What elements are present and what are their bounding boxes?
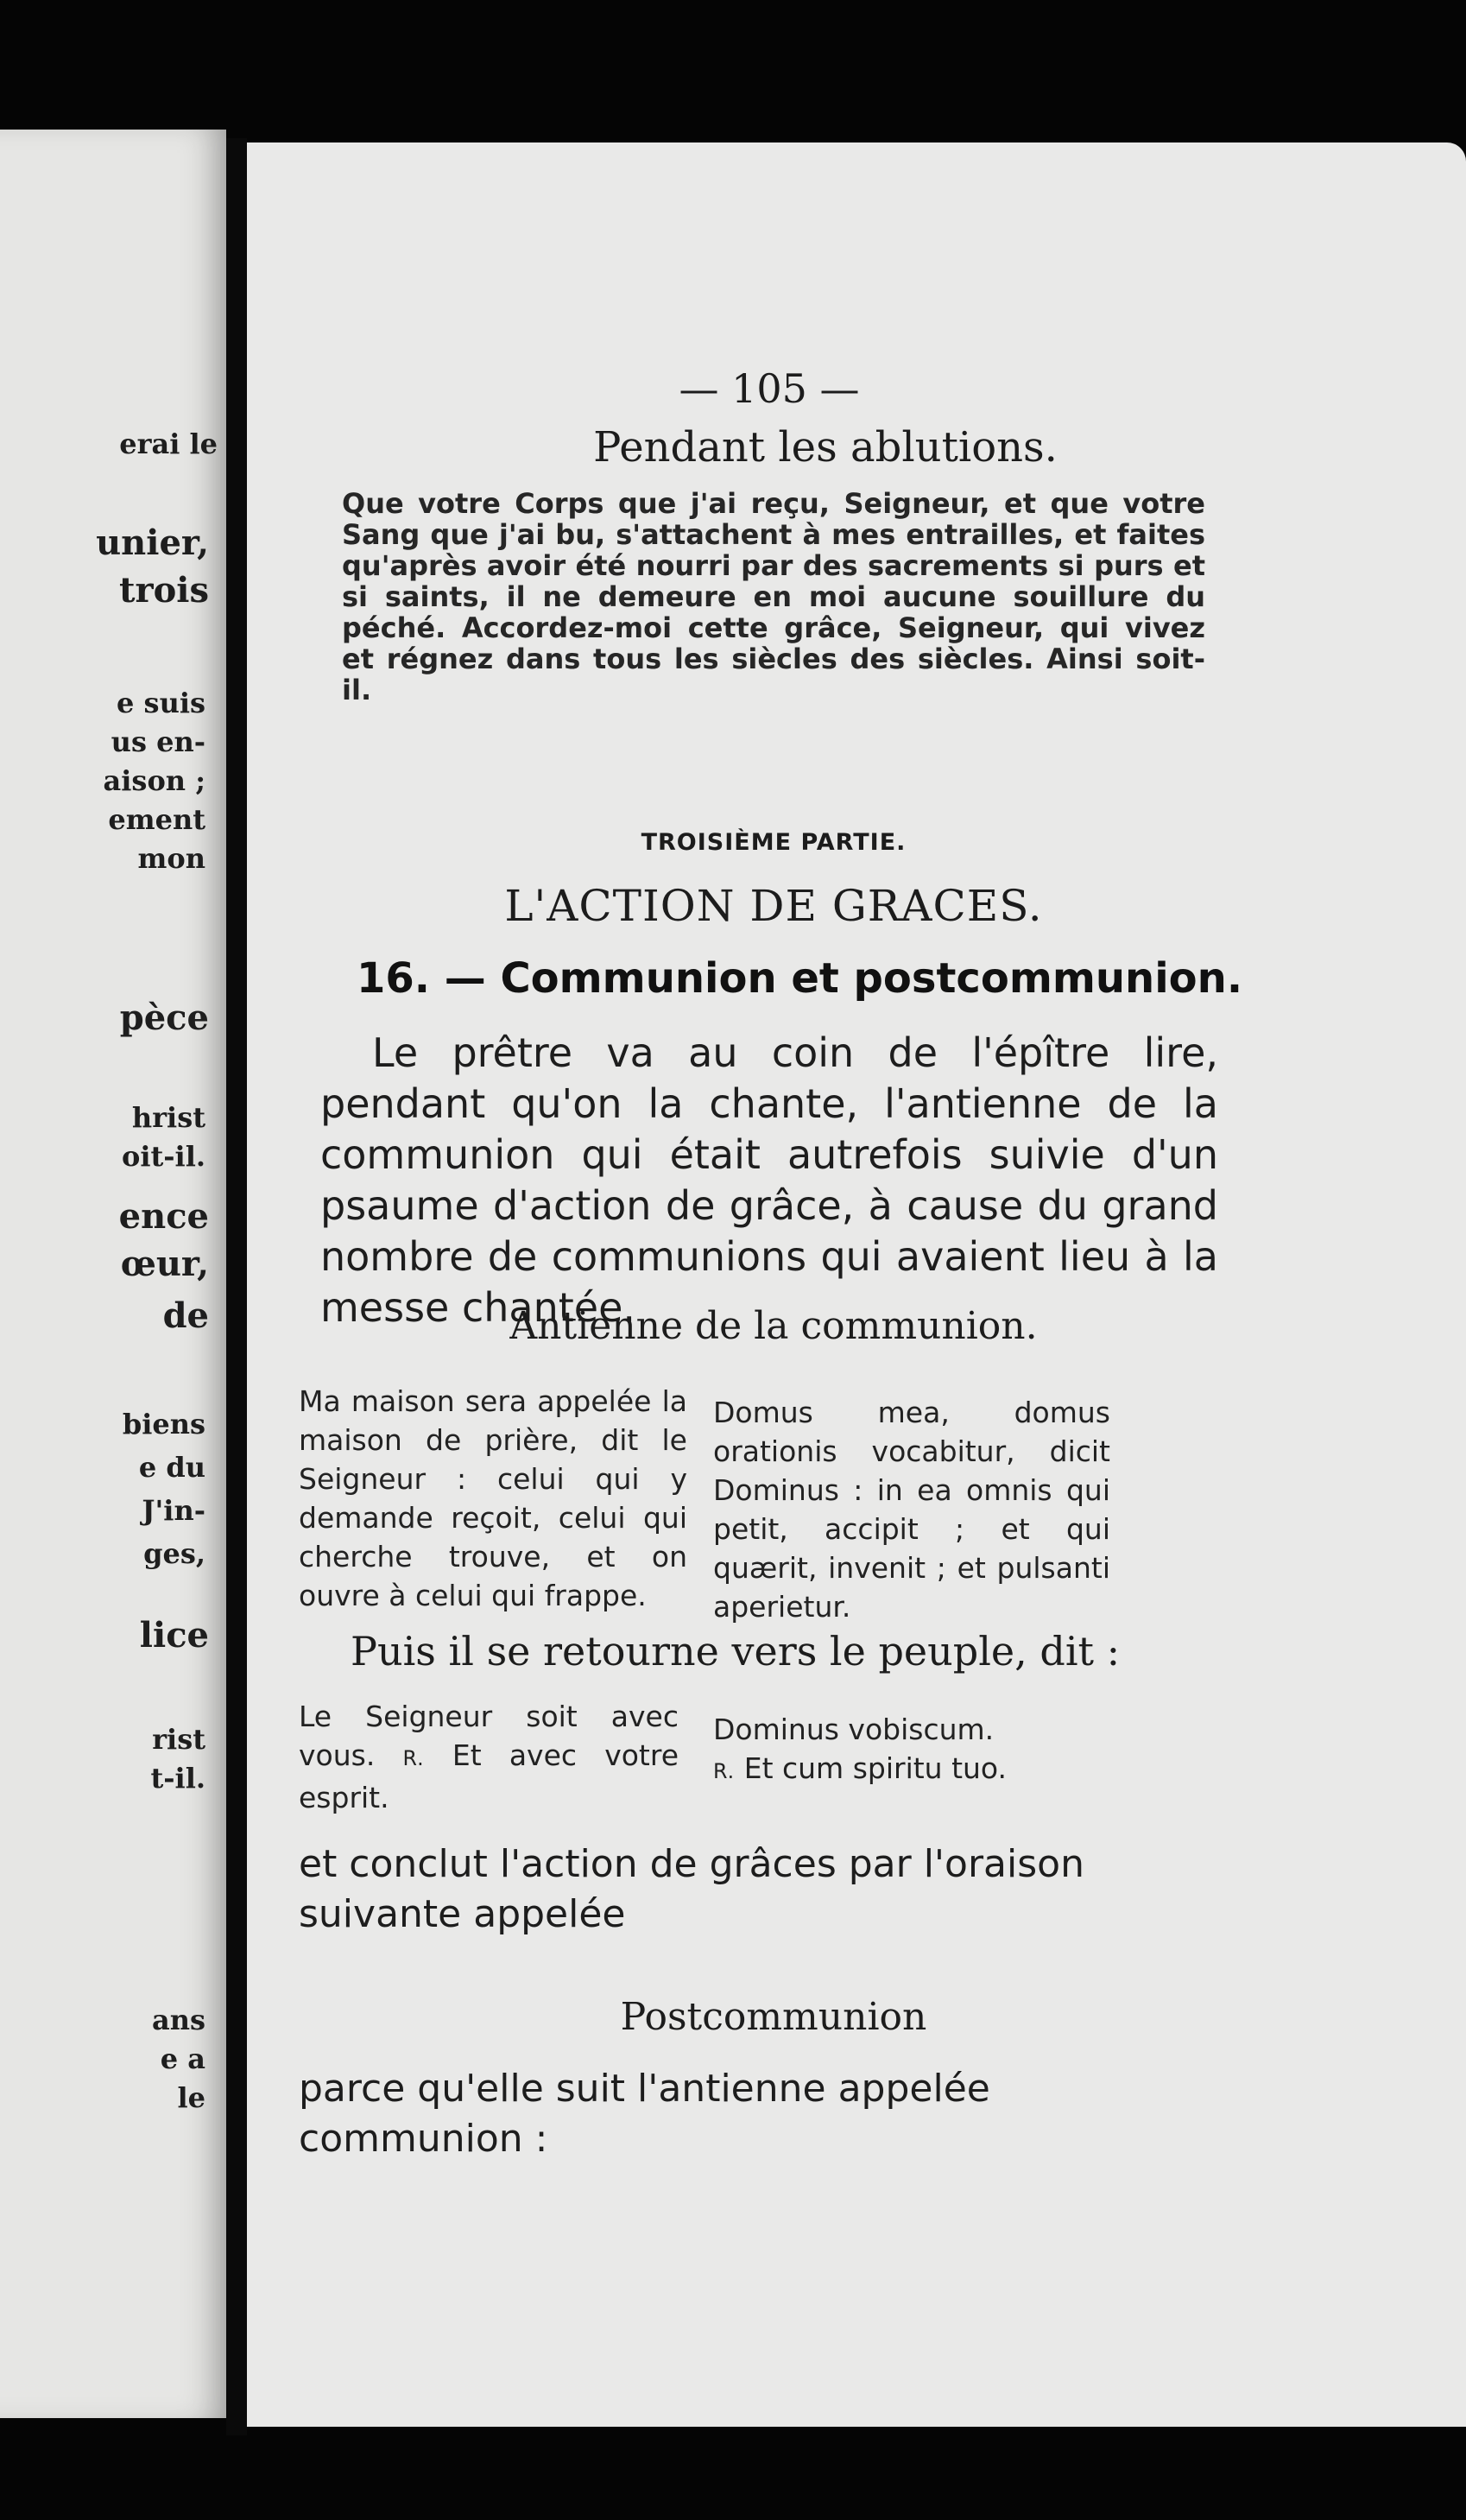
antienne-french: Ma maison sera appelée la maison de prière, dit le Seigneur : celui qui y demande reçoit, celui qui cherche trouve, et on ouvre à celui qui frappe. [299,1384,687,1612]
left-page-fragment: e suis [117,687,205,719]
left-page-fragment: pèce [119,997,209,1038]
left-page-fragment: ence [118,1196,209,1237]
left-page-fragment: unier, [96,522,209,563]
dialogue-french-response: Et avec votre esprit. [299,1738,679,1814]
section-title: 16. — Communion et postcommunion. [357,954,1243,1003]
dialogue-french [299,1697,679,1817]
response-marker: R. [402,1746,425,1770]
left-page-fragment: trois [119,570,209,611]
left-page [0,130,226,2418]
ablutions-heading: Pendant les ablutions. [593,423,1058,472]
left-page-fragment: ges, [143,1537,205,1570]
rubric-paragraph [320,1028,1218,1333]
part-title: L'ACTION DE GRACES. [504,881,1043,931]
rubric-puis: Puis il se retourne vers le peuple, dit : [351,1628,1121,1675]
book-spine [226,138,247,2435]
postcommunion-heading: Postcommunion [620,1995,927,2039]
antienne-latin: Domus mea, domus orationis vocabitur, dicit Dominus : in ea omnis qui petit, accipit ; et qui quærit, invenit ; et pulsanti aperietur. [713,1396,1110,1624]
left-page-fragment: e a [160,2042,205,2075]
conclusion-paragraph: et conclut l'action de grâces par l'oraison suivante appelée [299,1842,1084,1936]
rubric-text: Le prêtre va au coin de l'épître lire, pendant qu'on la chante, l'antienne de la communion qui était autrefois suivie d'un psaume d'action de grâce, à cause du grand nombre de communions qui avaient lieu à la messe chantée. [320,1029,1218,1331]
dialogue-french-versicle: Le Seigneur soit avec vous. [299,1700,679,1772]
left-page-fragment: erai le [119,427,218,460]
left-page-fragment: ans [151,2004,205,2036]
page-number: — 105 — [679,365,860,412]
left-page-fragment: aison ; [103,764,205,797]
left-page-fragment: de [162,1295,209,1336]
left-page-fragment: biens [122,1408,205,1440]
left-page-fragment: œur, [120,1244,209,1284]
ablutions-prayer: Que votre Corps que j'ai reçu, Seigneur, et que votre Sang que j'ai bu, s'attachent à mes entrailles, et faites qu'après avoir été nourri par des sacrements si purs et si saints, il ne demeure en moi aucune souillure du péché. Accordez-moi cette grâce, Seigneur, qui vivez et régnez dans tous les siècles des siècles. Ainsi soit-il. [342,487,1205,706]
left-page-fragment: t-il. [150,1762,205,1795]
antienne-heading: Antienne de la communion. [509,1304,1038,1348]
page-content [247,142,1466,2427]
left-page-fragment: e du [138,1451,205,1484]
dialogue-latin [713,1710,1110,1791]
left-page-fragment: rist [152,1723,205,1756]
right-page [247,142,1466,2427]
left-page-fragment: oit-il. [121,1140,205,1173]
postcommunion-note: parce qu'elle suit l'antienne appelée communion : [299,2067,990,2161]
left-page-fragment: ement [108,803,205,836]
left-page-fragment: J'in- [142,1494,205,1527]
dialogue-latin-response: Et cum spiritu tuo. [743,1751,1008,1785]
response-marker-latin: R. [713,1759,736,1783]
left-page-fragment: lice [139,1615,209,1656]
part-label: TROISIÈME PARTIE. [641,829,907,856]
left-page-fragment: le [177,2081,205,2114]
left-page-fragment: mon [137,842,205,875]
dialogue-latin-versicle: Dominus vobiscum. [713,1713,995,1746]
left-page-fragment: us en- [111,725,205,758]
left-page-fragment: hrist [131,1101,205,1134]
